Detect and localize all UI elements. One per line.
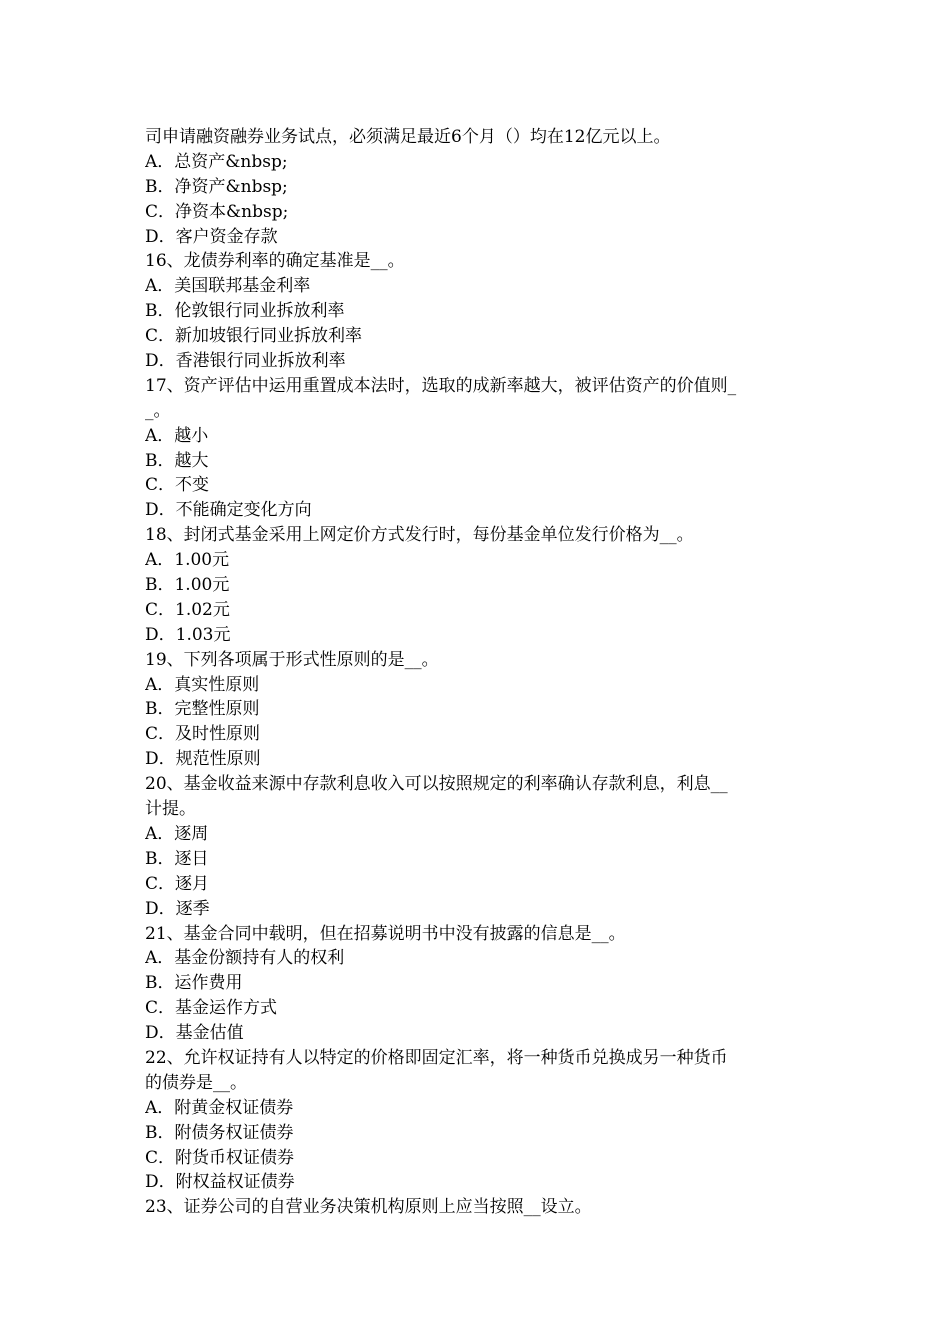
option-line: A．附黄金权证债券 (145, 1097, 294, 1118)
question-line: 20、基金收益来源中存款利息收入可以按照规定的利率确认存款利息，利息__ (145, 774, 728, 795)
option-line: C．净资本&nbsp; (145, 201, 289, 222)
option-line: A．基金份额持有人的权利 (145, 948, 345, 969)
option-line: A．逐周 (145, 823, 209, 844)
question-line: 21、基金合同中载明，但在招募说明书中没有披露的信息是__。 (145, 923, 626, 944)
option-line: C．及时性原则 (145, 724, 261, 745)
option-line: A．真实性原则 (145, 674, 260, 695)
option-line: C．不变 (145, 475, 210, 496)
option-line: D．基金估值 (145, 1023, 244, 1044)
option-line: B．伦敦银行同业拆放利率 (145, 301, 345, 322)
option-line: D．不能确定变化方向 (145, 500, 312, 521)
option-line: B．1.00元 (145, 575, 230, 596)
option-line: D．逐季 (145, 898, 210, 919)
text-line: 司申请融资融券业务试点，必须满足最近6个月（）均在12亿元以上。 (145, 127, 671, 147)
option-line: D．1.03元 (145, 624, 231, 645)
option-line: B．附债务权证债券 (145, 1122, 294, 1143)
question-line: 计提。 (145, 799, 196, 820)
option-line: A．总资产&nbsp; (145, 151, 288, 172)
document-body (145, 125, 810, 1220)
option-line: B．逐日 (145, 848, 209, 869)
option-line: C．附货币权证债券 (145, 1147, 295, 1168)
option-line: D．规范性原则 (145, 749, 261, 770)
option-line: D．香港银行同业拆放利率 (145, 351, 346, 372)
option-line: C．基金运作方式 (145, 998, 278, 1019)
option-line: A．越小 (145, 425, 209, 446)
option-line: C．1.02元 (145, 599, 230, 620)
option-line: B．净资产&nbsp; (145, 176, 288, 197)
option-line: C．新加坡银行同业拆放利率 (145, 326, 363, 347)
question-line: 23、证券公司的自营业务决策机构原则上应当按照__设立。 (145, 1197, 592, 1218)
question-line: _。 (145, 400, 171, 421)
question-line: 16、龙债券利率的确定基准是__。 (145, 251, 405, 272)
question-line: 的债券是__。 (145, 1072, 247, 1093)
question-line: 22、允许权证持有人以特定的价格即固定汇率，将一种货币兑换成另一种货币 (145, 1047, 728, 1068)
option-line: A．美国联邦基金利率 (145, 276, 311, 297)
option-line: C．逐月 (145, 873, 210, 894)
option-line: B．运作费用 (145, 973, 243, 994)
question-line: 18、封闭式基金采用上网定价方式发行时，每份基金单位发行价格为__。 (145, 525, 694, 546)
option-line: A．1.00元 (145, 550, 230, 571)
option-line: D．客户资金存款 (145, 226, 278, 247)
option-line: D．附权益权证债券 (145, 1172, 295, 1193)
question-line: 19、下列各项属于形式性原则的是__。 (145, 649, 439, 670)
option-line: B．完整性原则 (145, 699, 260, 720)
question-line: 17、资产评估中运用重置成本法时，选取的成新率越大，被评估资产的价值则_ (145, 375, 737, 396)
option-line: B．越大 (145, 450, 209, 471)
